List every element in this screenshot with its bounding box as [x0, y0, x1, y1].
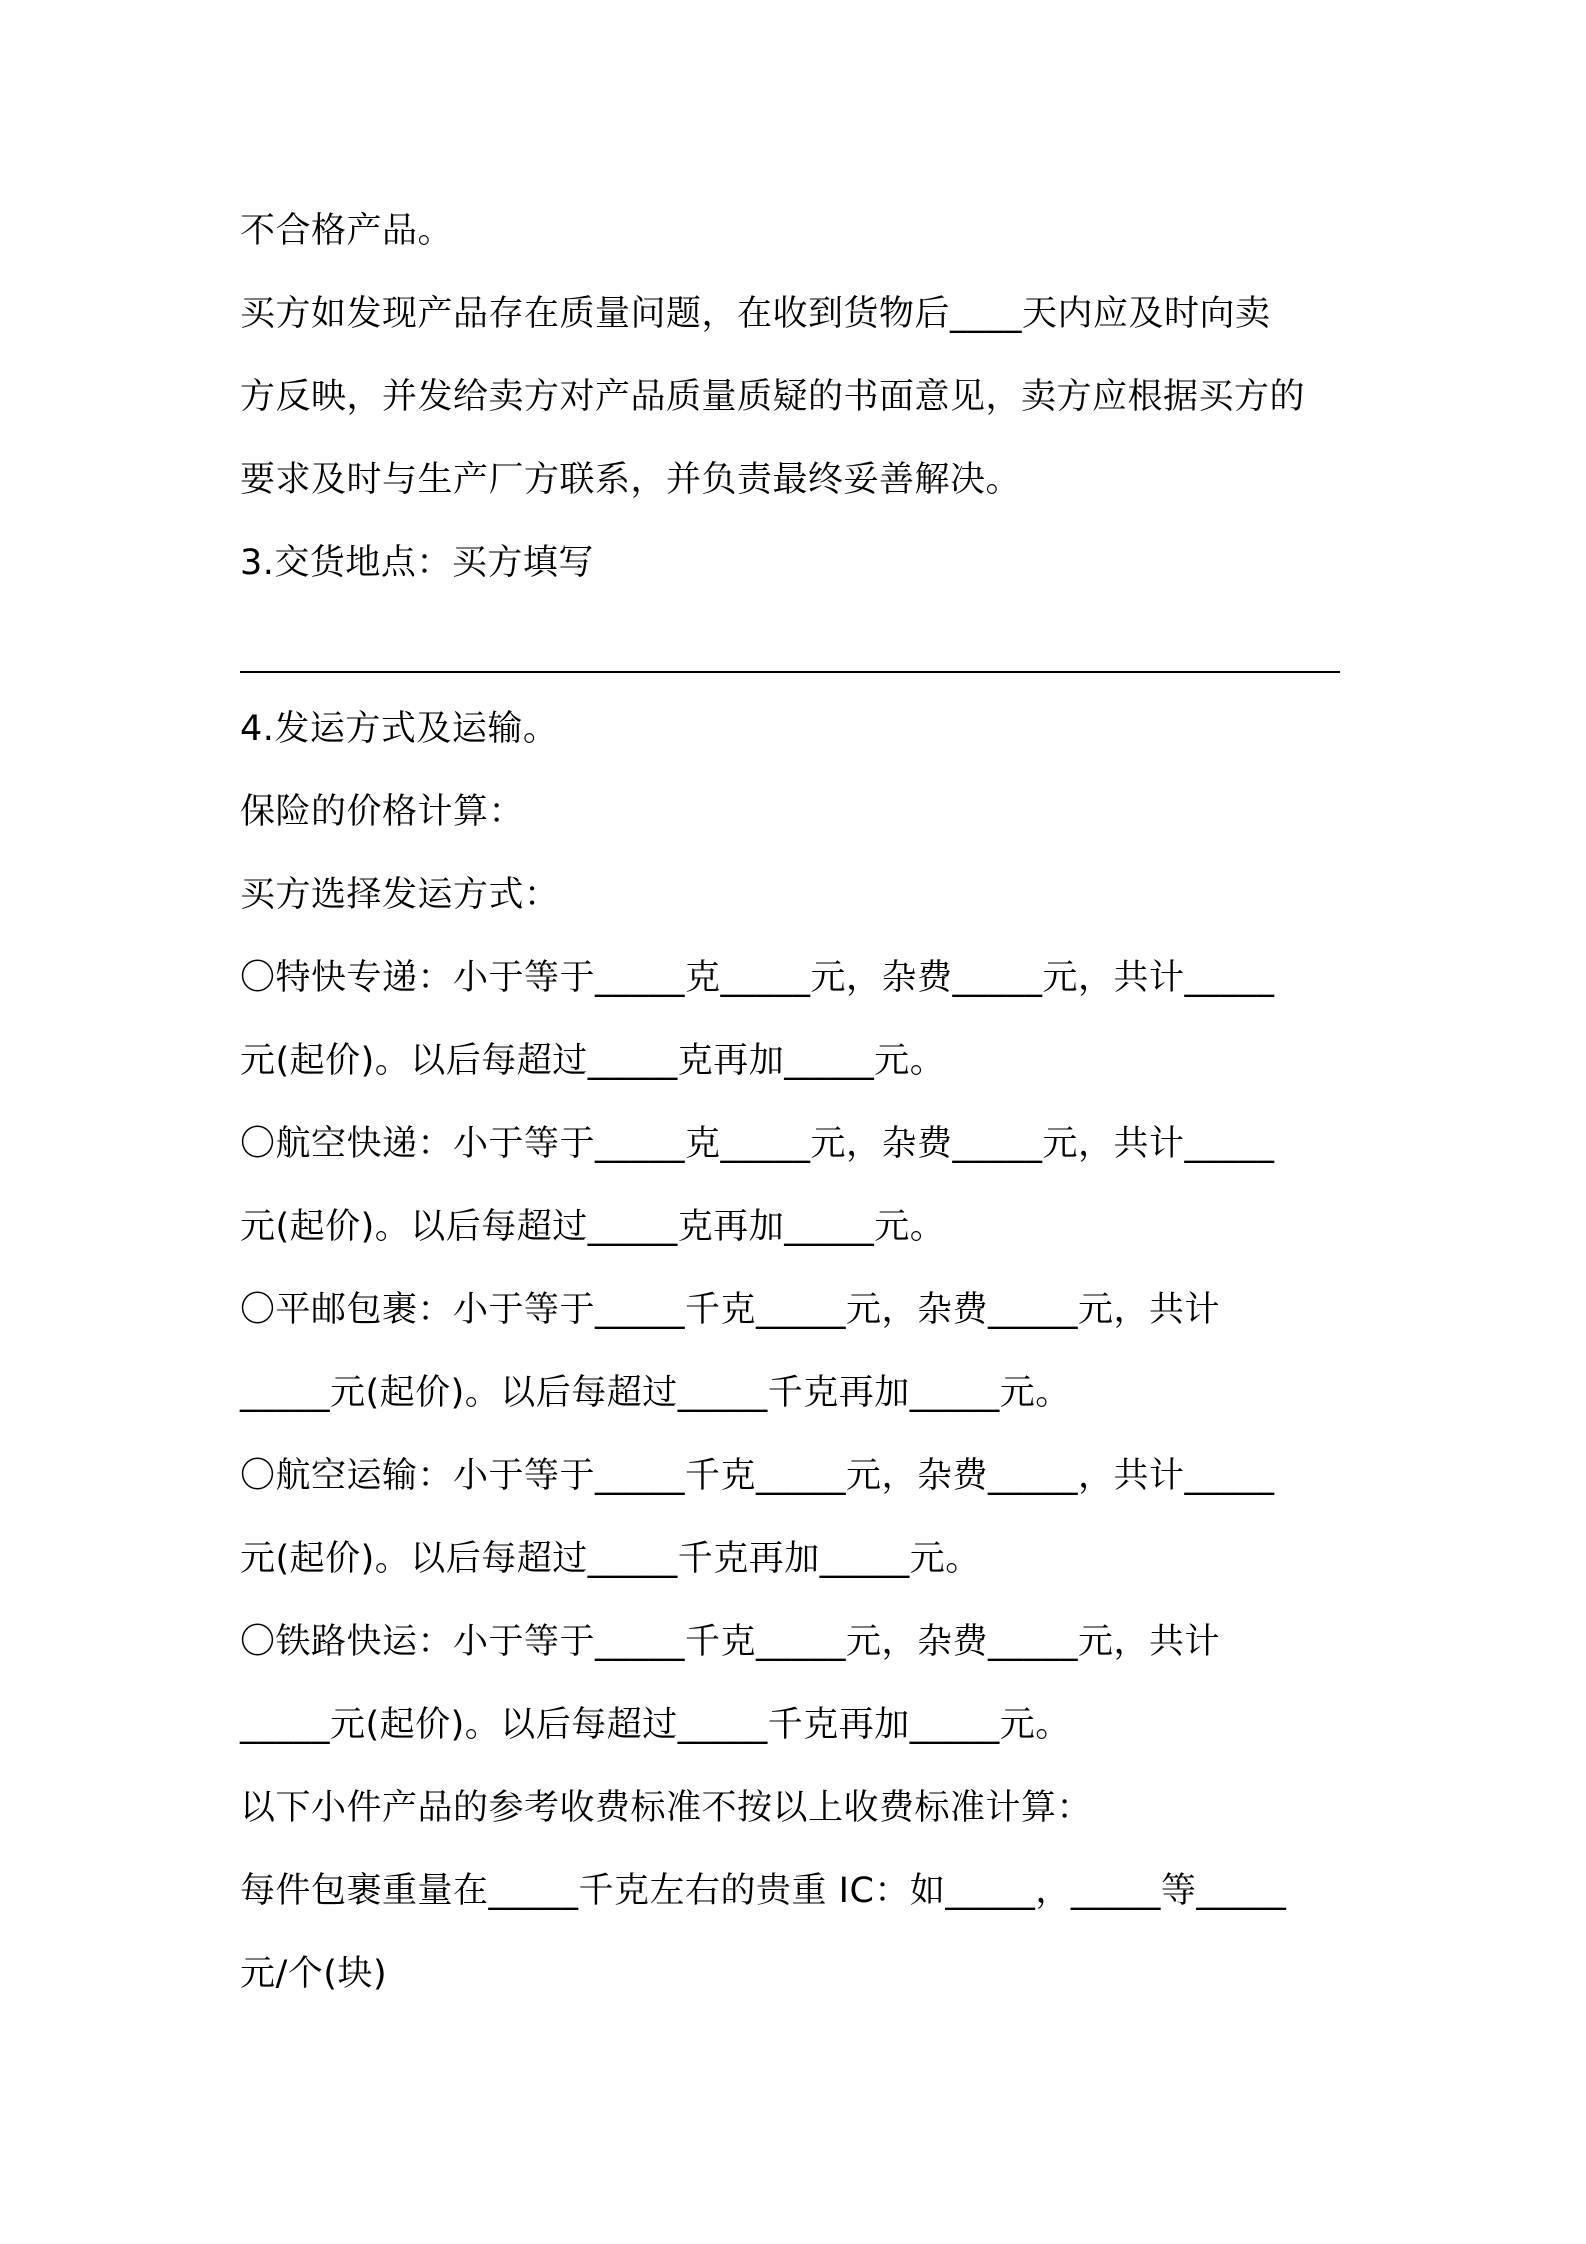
rail-express-option-line-2: _____元(起价)。以后每超过_____千克再加_____元。	[240, 1705, 1071, 1745]
express-option-line-2: 元(起价)。以后每超过_____克再加_____元。	[240, 1041, 946, 1081]
air-express-option-line-1: 〇航空快递：小于等于_____克_____元，杂费_____元，共计_____	[240, 1124, 1275, 1164]
text-line-3: 方反映，并发给卖方对产品质量质疑的书面意见，卖方应根据买方的	[240, 377, 1306, 417]
small-items-note-line: 以下小件产品的参考收费标准不按以上收费标准计算：	[240, 1788, 1093, 1828]
parcel-weight-line-2: 元/个(块)	[240, 1954, 388, 1994]
air-express-option-line-2: 元(起价)。以后每超过_____克再加_____元。	[240, 1207, 946, 1247]
air-transport-option-line-1: 〇航空运输：小于等于_____千克_____元，杂费_____，共计_____	[240, 1456, 1275, 1496]
surface-parcel-option-line-2: _____元(起价)。以后每超过_____千克再加_____元。	[240, 1373, 1071, 1413]
text-line-1: 不合格产品。	[240, 211, 454, 251]
delivery-location-blank	[240, 605, 1360, 688]
shipping-method-heading: 4.发运方式及运输。	[240, 709, 559, 749]
air-transport-option-line-2: 元(起价)。以后每超过_____千克再加_____元。	[240, 1539, 981, 1579]
fill-in-rule	[240, 671, 1340, 673]
insurance-price-line: 保险的价格计算：	[240, 792, 525, 832]
text-line-4: 要求及时与生产厂方联系，并负责最终妥善解决。	[240, 460, 1022, 500]
buyer-select-shipping-line: 买方选择发运方式：	[240, 875, 560, 915]
express-option-line-1: 〇特快专递：小于等于_____克_____元，杂费_____元，共计_____	[240, 958, 1275, 998]
text-line-2: 买方如发现产品存在质量问题，在收到货物后____天内应及时向卖	[240, 294, 1271, 334]
parcel-weight-line-1: 每件包裹重量在_____千克左右的贵重 IC：如_____，_____等_____	[240, 1871, 1287, 1911]
delivery-location-line: 3.交货地点：买方填写	[240, 543, 594, 583]
document-page	[240, 190, 1360, 2016]
surface-parcel-option-line-1: 〇平邮包裹：小于等于_____千克_____元，杂费_____元，共计	[240, 1290, 1221, 1330]
rail-express-option-line-1: 〇铁路快运：小于等于_____千克_____元，杂费_____元，共计	[240, 1622, 1221, 1662]
